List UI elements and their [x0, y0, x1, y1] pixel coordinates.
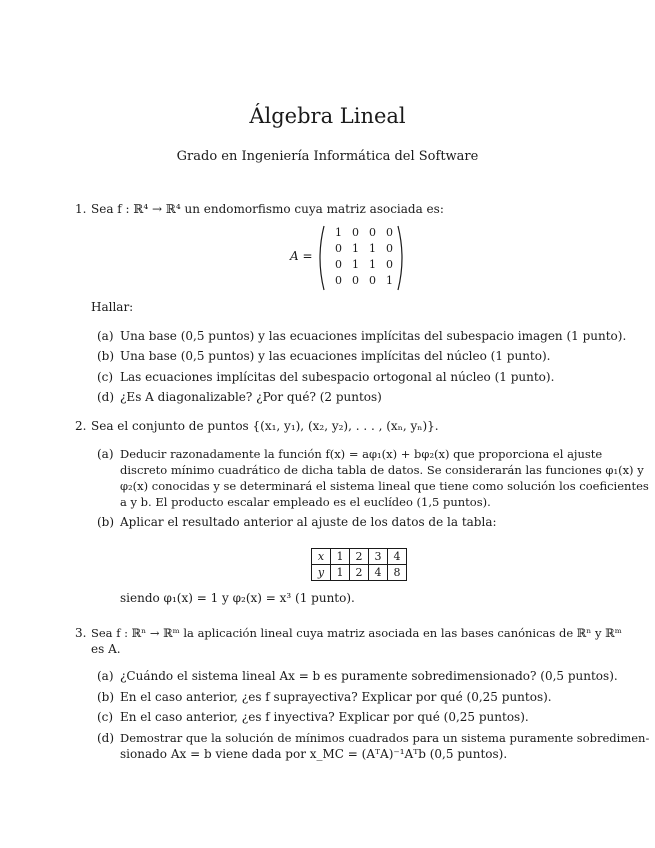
matrix-entry: 1 [335, 226, 342, 239]
matrix-entry: 0 [352, 226, 359, 239]
p1-item-a-text: Una base (0,5 puntos) y las ecuaciones implícitas del subespacio imagen (1 punto). [120, 329, 627, 343]
p1-item-c-text: Las ecuaciones implícitas del subespacio ortogonal al núcleo (1 punto). [120, 370, 555, 384]
table-row [312, 565, 407, 581]
table-cell: 1 [331, 549, 350, 565]
matrix-entry: 0 [369, 226, 376, 239]
matrix-entry: 1 [386, 274, 393, 287]
p2-item-a-line: φ₂(x) conocidas y se determinará el sistema lineal que tiene como solución los coeficientes [120, 479, 649, 493]
table-row [312, 549, 407, 565]
p1-item-b-label: (b) [97, 349, 115, 363]
matrix-entry: 1 [352, 242, 359, 255]
p1-item-c-label: (c) [97, 370, 114, 384]
p1-item-d-text: ¿Es A diagonalizable? ¿Por qué? (2 puntos) [120, 390, 382, 404]
p2-footnote: siendo φ₁(x) = 1 y φ₂(x) = x³ (1 punto). [120, 591, 355, 605]
p3-item-c-label: (c) [97, 710, 114, 724]
p3-item-a-text: ¿Cuándo el sistema lineal Ax = b es puramente sobredimensionado? (0,5 puntos). [120, 669, 618, 683]
matrix-label: A = [290, 249, 313, 263]
matrix-entry: 0 [335, 242, 342, 255]
table-cell: 1 [331, 565, 350, 581]
p3-item-b-text: En el caso anterior, ¿es f suprayectiva? Explicar por qué (0,25 puntos). [120, 690, 552, 704]
p1-item-b-text: Una base (0,5 puntos) y las ecuaciones implícitas del núcleo (1 punto). [120, 349, 551, 363]
p2-item-b-label: (b) [97, 515, 115, 529]
p3-item-d-line: Demostrar que la solución de mínimos cuadrados para un sistema puramente sobredimen- [120, 731, 650, 745]
matrix-entry: 0 [335, 274, 342, 287]
table-cell: 3 [369, 549, 388, 565]
matrix-entry: 0 [386, 226, 393, 239]
p1-item-d-label: (d) [97, 390, 115, 404]
p3-item-b-label: (b) [97, 690, 115, 704]
find-label: Hallar: [91, 300, 134, 314]
table-cell: 8 [388, 565, 407, 581]
matrix-A [290, 224, 406, 292]
page-title: Álgebra Lineal [249, 104, 406, 128]
problem-3-statement-line: es A. [91, 642, 121, 656]
matrix-entry: 0 [369, 274, 376, 287]
table-cell: x [312, 549, 331, 565]
problem-1-statement: Sea f : ℝ⁴ → ℝ⁴ un endomorfismo cuya matriz asociada es: [91, 202, 444, 216]
p2-item-a-line: discreto mínimo cuadrático de dicha tabla de datos. Se considerarán las funciones φ₁(x) y [120, 463, 644, 477]
p3-item-c-text: En el caso anterior, ¿es f inyectiva? Explicar por qué (0,25 puntos). [120, 710, 529, 724]
matrix-entry: 0 [335, 258, 342, 271]
matrix-entry: 1 [369, 242, 376, 255]
p2-item-b-text: Aplicar el resultado anterior al ajuste de los datos de la tabla: [120, 515, 497, 529]
matrix-entry: 0 [386, 258, 393, 271]
p2-item-a-label: (a) [97, 447, 114, 461]
matrix-entry: 1 [352, 258, 359, 271]
table-cell: 4 [369, 565, 388, 581]
problem-3-number: 3. [75, 626, 87, 640]
matrix-entry: 0 [386, 242, 393, 255]
table-cell: 4 [388, 549, 407, 565]
p2-item-a-line: Deducir razonadamente la función f(x) = aφ₁(x) + bφ₂(x) que proporciona el ajuste [120, 447, 603, 461]
problem-2-statement: Sea el conjunto de puntos {(x₁, y₁), (x₂, y₂), . . . , (xₙ, yₙ)}. [91, 419, 439, 433]
problem-3-statement-line: Sea f : ℝⁿ → ℝᵐ la aplicación lineal cuya matriz asociada en las bases canónicas de ℝⁿ y ℝᵐ [91, 626, 622, 640]
p3-item-d-line: sionado Ax = b viene dada por x_MC = (AᵀA)⁻¹Aᵀb (0,5 puntos). [120, 747, 508, 761]
table-cell: 2 [350, 549, 369, 565]
p1-item-a-label: (a) [97, 329, 114, 343]
p2-item-a-line: a y b. El producto escalar empleado es el euclídeo (1,5 puntos). [120, 495, 491, 509]
page-subtitle: Grado en Ingeniería Informática del Software [176, 149, 479, 164]
table-cell: 2 [350, 565, 369, 581]
problem-1-number: 1. [75, 202, 87, 216]
p3-item-d-label: (d) [97, 731, 115, 745]
p3-item-a-label: (a) [97, 669, 114, 683]
problem-2-number: 2. [75, 419, 87, 433]
table-cell: y [312, 565, 331, 581]
matrix-entry: 1 [369, 258, 376, 271]
matrix-entry: 0 [352, 274, 359, 287]
data-table [311, 548, 407, 581]
matrix-entries [330, 226, 398, 290]
